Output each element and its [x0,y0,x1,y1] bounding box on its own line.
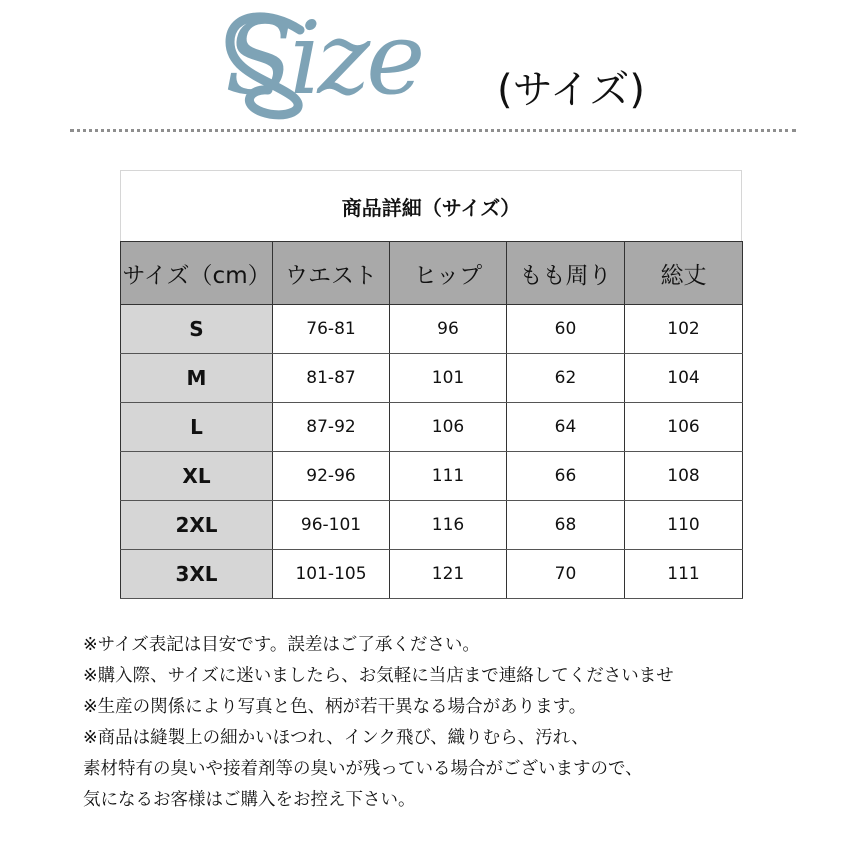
size-cell: M [121,354,273,403]
note-line: 素材特有の臭いや接着剤等の臭いが残っている場合がございますので、 [83,759,643,779]
hip-cell: 121 [390,550,507,599]
notes-section [83,630,843,816]
hip-cell: 116 [390,501,507,550]
note-line: ※商品は縫製上の細かいほつれ、インク飛び、織りむら、汚れ、 [83,728,589,748]
size-cell: S [121,305,273,354]
waist-cell: 101-105 [273,550,390,599]
hip-cell: 106 [390,403,507,452]
header-length: 総丈 [625,242,743,305]
size-cell: XL [121,452,273,501]
size-cell: 3XL [121,550,273,599]
dotted-divider [70,129,796,132]
header-hip: ヒップ [390,242,507,305]
length-cell: 104 [625,354,743,403]
note-line: ※サイズ表記は目安です。誤差はご了承ください。 [83,635,480,655]
waist-cell: 92-96 [273,452,390,501]
header [0,0,866,130]
table-row [121,550,743,599]
thigh-cell: 64 [507,403,625,452]
table-header-row [121,242,743,305]
length-cell: 102 [625,305,743,354]
thigh-cell: 70 [507,550,625,599]
waist-cell: 76-81 [273,305,390,354]
hip-cell: 101 [390,354,507,403]
waist-cell: 96-101 [273,501,390,550]
waist-cell: 87-92 [273,403,390,452]
table-row [121,403,743,452]
hip-cell: 96 [390,305,507,354]
size-script-word: Size [225,0,422,117]
length-cell: 110 [625,501,743,550]
size-paren-label: (サイズ) [497,67,646,113]
thigh-cell: 62 [507,354,625,403]
note-line: ※購入際、サイズに迷いましたら、お気軽に当店まで連絡してくださいませ [83,666,674,686]
hip-cell: 111 [390,452,507,501]
size-table-section [120,170,742,599]
length-cell: 111 [625,550,743,599]
size-cell: L [121,403,273,452]
length-cell: 108 [625,452,743,501]
note-line: ※生産の関係により写真と色、柄が若干異なる場合があります。 [83,697,587,717]
thigh-cell: 60 [507,305,625,354]
script-s-flourish [0,0,866,130]
note-line: 気になるお客様はご購入をお控え下さい。 [83,790,416,810]
table-row [121,501,743,550]
header-thigh: もも周り [507,242,625,305]
table-row [121,354,743,403]
table-caption: 商品詳細（サイズ） [120,170,742,241]
size-table [120,241,743,599]
length-cell: 106 [625,403,743,452]
header-size: サイズ（cm） [121,242,273,305]
thigh-cell: 66 [507,452,625,501]
thigh-cell: 68 [507,501,625,550]
header-waist: ウエスト [273,242,390,305]
table-row [121,452,743,501]
size-cell: 2XL [121,501,273,550]
table-row [121,305,743,354]
waist-cell: 81-87 [273,354,390,403]
